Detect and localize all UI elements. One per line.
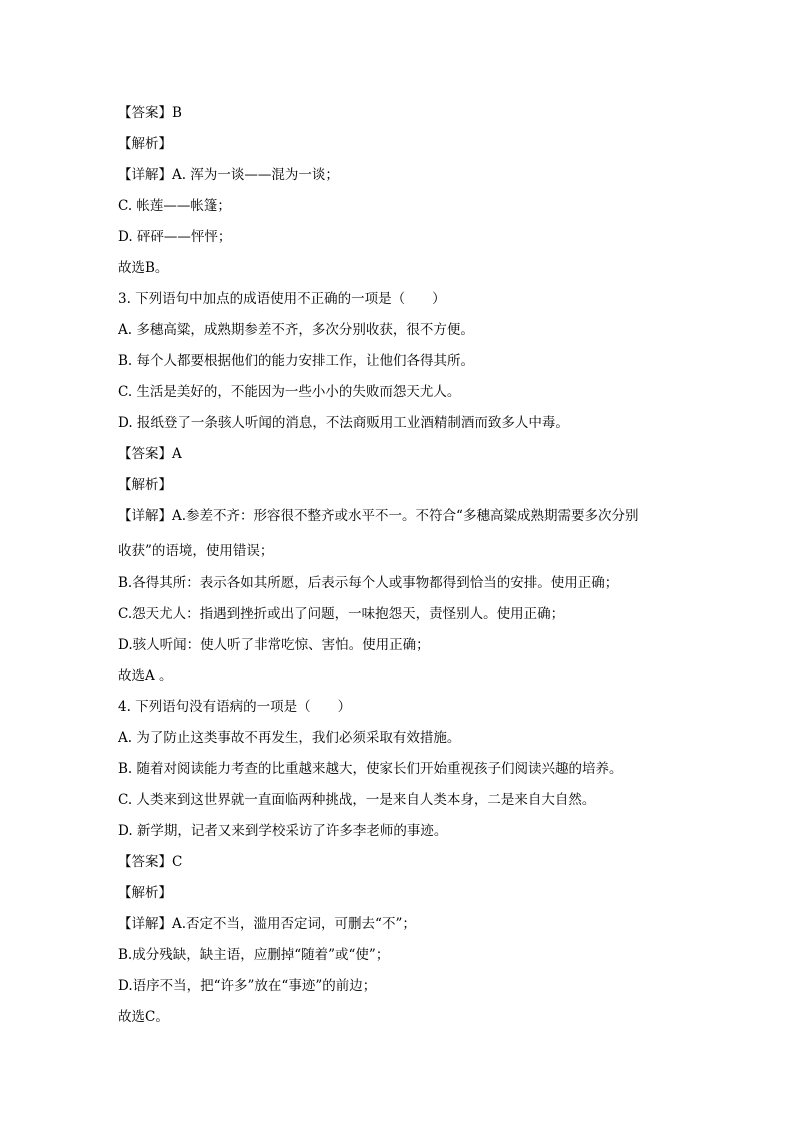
question-3-option-d: D. 报纸登了一条骇人听闻的消息，不法商贩用工业酒精制酒而致多人中毒。 [118,415,569,431]
question-4-option-b: B. 随着对阅读能力考查的比重越来越大，使家长们开始重视孩子们阅读兴趣的培养。 [118,761,623,777]
question-3-stem: 3. 下列语句中加点的成语使用不正确的一项是（ ） [118,291,446,307]
detail-line: 收获”的语境，使用错误； [118,543,274,559]
detail-line: C.怨天尤人：指遇到挫折或出了问题，一味抱怨天，责怪别人。使用正确； [118,606,565,622]
conclusion-line: 故选B。 [118,260,169,276]
question-3-option-b: B. 每个人都要根据他们的能力安排工作，让他们各得其所。 [118,353,475,369]
answer-label: 【答案】A [118,446,182,462]
answer-label: 【答案】C [118,854,183,870]
question-4-option-c: C. 人类来到这世界就一直面临两种挑战，一是来自人类本身，二是来自大自然。 [118,792,596,808]
analysis-label: 【解析】 [118,885,172,901]
detail-line: D. 砰砰——怦怦； [118,229,232,245]
analysis-label: 【解析】 [118,477,172,493]
detail-line: C. 帐莲——帐篷； [118,198,231,214]
detail-line: D.语序不当，把“许多”放在“事迹”的前边； [118,978,377,994]
detail-line: 【详解】A.参差不齐：形容很不整齐或水平不一。不符合“多穗高粱成熟期需要多次分别 [118,508,639,524]
answer-label: 【答案】B [118,105,182,121]
question-4-option-d: D. 新学期，记者又来到学校采访了许多李老师的事迹。 [118,823,448,839]
detail-line: 【详解】A.否定不当，滥用否定词，可删去“不”； [118,916,416,932]
analysis-label: 【解析】 [118,136,172,152]
question-3-option-a: A. 多穗高粱，成熟期参差不齐，多次分别收获，很不方便。 [118,322,474,338]
detail-line: B.成分残缺，缺主语，应删掉“随着”或“使”； [118,947,390,963]
detail-line: D.骇人听闻：使人听了非常吃惊、害怕。使用正确； [118,637,430,653]
question-4-stem: 4. 下列语句没有语病的一项是（ ） [118,699,352,715]
conclusion-line: 故选C。 [118,1009,169,1025]
detail-line: 【详解】A. 浑为一谈——混为一谈； [118,167,339,183]
question-4-option-a: A. 为了防止这类事故不再发生，我们必须采取有效措施。 [118,730,461,746]
conclusion-line: 故选A 。 [118,668,173,684]
detail-line: B.各得其所：表示各如其所愿，后表示每个人或事物都得到恰当的安排。使用正确； [118,575,619,591]
question-3-option-c: C. 生活是美好的，不能因为一些小小的失败而怨天尤人。 [118,384,461,400]
